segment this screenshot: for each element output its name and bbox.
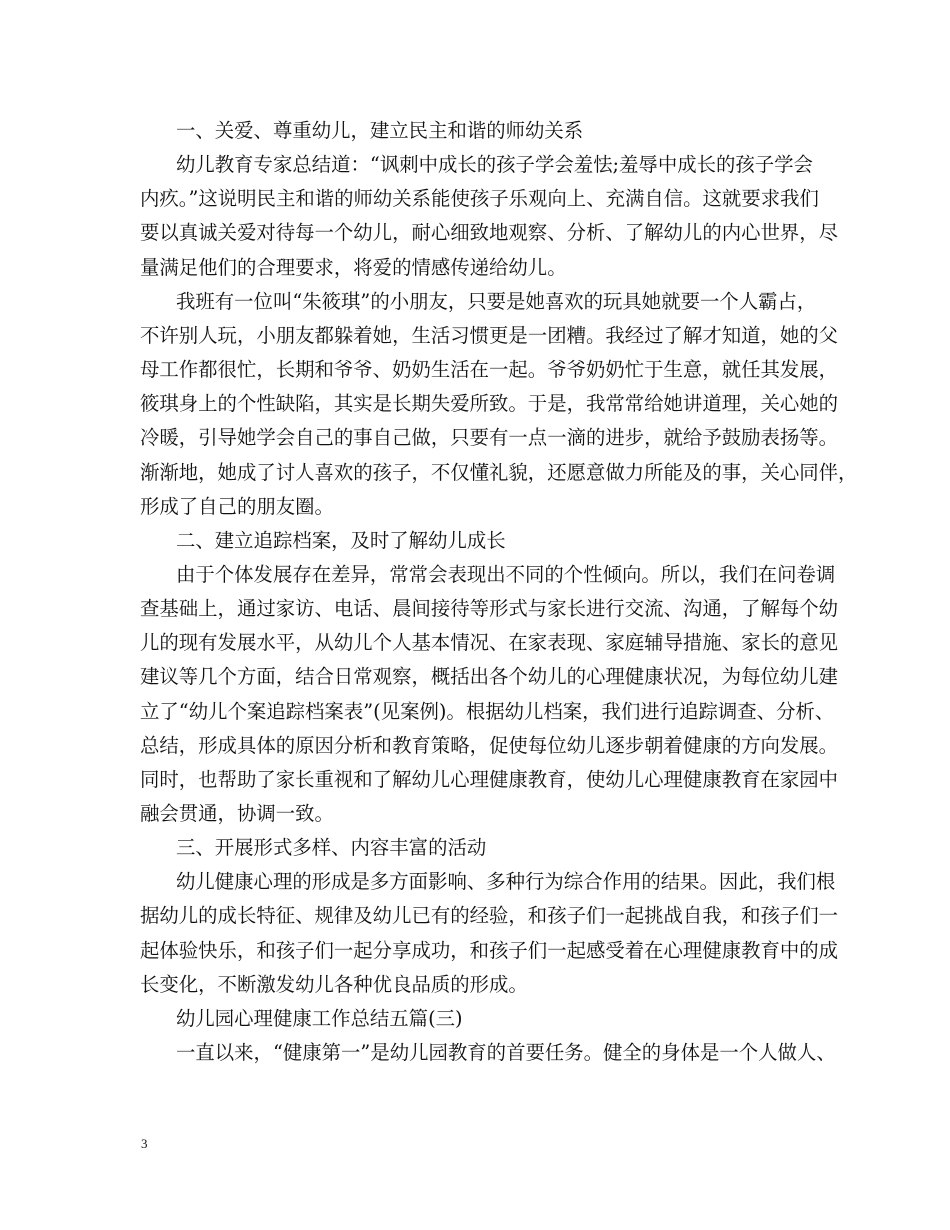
section-heading-line: 二、建立追踪档案，及时了解幼儿成长 xyxy=(176,528,506,552)
paragraph-line: 同时，也帮助了家长重视和了解幼儿心理健康教育，使幼儿心理健康教育在家园中 xyxy=(140,767,839,791)
paragraph-line: 形成了自己的朋友圈。 xyxy=(140,494,334,518)
paragraph-line: 要以真诚关爱对待每一个幼儿，耐心细致地观察、分析、了解幼儿的内心世界，尽 xyxy=(140,221,839,245)
paragraph-line: 不许别人玩，小朋友都躲着她，生活习惯更是一团糟。我经过了解才知道，她的父 xyxy=(140,323,839,347)
section-heading-line: 幼儿园心理健康工作总结五篇(三) xyxy=(176,1006,463,1030)
paragraph-line: 总结，形成具体的原因分析和教育策略，促使每位幼儿逐步朝着健康的方向发展。 xyxy=(140,733,839,757)
paragraph-line: 筱琪身上的个性缺陷，其实是长期失爱所致。于是，我常常给她讲道理，关心她的 xyxy=(140,392,839,416)
paragraph-line: 渐渐地，她成了讨人喜欢的孩子，不仅懂礼貌，还愿意做力所能及的事，关心同伴， xyxy=(140,460,858,484)
paragraph-line: 融会贯通，协调一致。 xyxy=(140,802,334,825)
paragraph-line: 内疚。”这说明民主和谐的师幼关系能使孩子乐观向上、充满自信。这就要求我们 xyxy=(140,187,819,211)
paragraph-line: 儿的现有发展水平，从幼儿个人基本情况、在家表现、家庭辅导措施、家长的意见 xyxy=(140,631,839,655)
paragraph-line: 母工作都很忙，长期和爷爷、奶奶生活在一起。爷爷奶奶忙于生意，就任其发展， xyxy=(140,358,839,382)
paragraph-line: 幼儿健康心理的形成是多方面影响、多种行为综合作用的结果。因此，我们根 xyxy=(176,870,836,894)
paragraph-line: 查基础上，通过家访、电话、晨间接待等形式与家长进行交流、沟通，了解每个幼 xyxy=(140,597,839,621)
paragraph-line: 我班有一位叫“朱筱琪”的小朋友，只要是她喜欢的玩具她就要一个人霸占， xyxy=(176,289,817,313)
paragraph-line: 据幼儿的成长特征、规律及幼儿已有的经验，和孩子们一起挑战自我，和孩子们一 xyxy=(140,904,839,928)
page-number: 3 xyxy=(141,1136,148,1151)
section-heading-line: 三、开展形式多样、内容丰富的活动 xyxy=(176,836,487,860)
paragraph-line: 起体验快乐，和孩子们一起分享成功，和孩子们一起感受着在心理健康教育中的成 xyxy=(140,938,839,962)
paragraph-line: 冷暖，引导她学会自己的事自己做，只要有一点一滴的进步，就给予鼓励表扬等。 xyxy=(140,426,839,450)
paragraph-line: 量满足他们的合理要求，将爱的情感传递给幼儿。 xyxy=(140,255,567,279)
paragraph-line: 由于个体发展存在差异，常常会表现出不同的个性倾向。所以，我们在问卷调 xyxy=(176,562,836,586)
paragraph-line: 建议等几个方面，结合日常观察，概括出各个幼儿的心理健康状况，为每位幼儿建 xyxy=(140,665,839,689)
paragraph-line: 立了“幼儿个案追踪档案表”(见案例)。根据幼儿档案，我们进行追踪调查、分析、 xyxy=(140,699,835,723)
paragraph-line: 长变化，不断激发幼儿各种优良品质的形成。 xyxy=(140,972,528,996)
section-heading-line: 一、关爱、尊重幼儿，建立民主和谐的师幼关系 xyxy=(176,119,584,142)
paragraph-line: 一直以来，“健康第一”是幼儿园教育的首要任务。健全的身体是一个人做人、 xyxy=(176,1041,836,1065)
paragraph-line: 幼儿教育专家总结道：“讽刺中成长的孩子学会羞怯;羞辱中成长的孩子学会 xyxy=(176,153,813,177)
